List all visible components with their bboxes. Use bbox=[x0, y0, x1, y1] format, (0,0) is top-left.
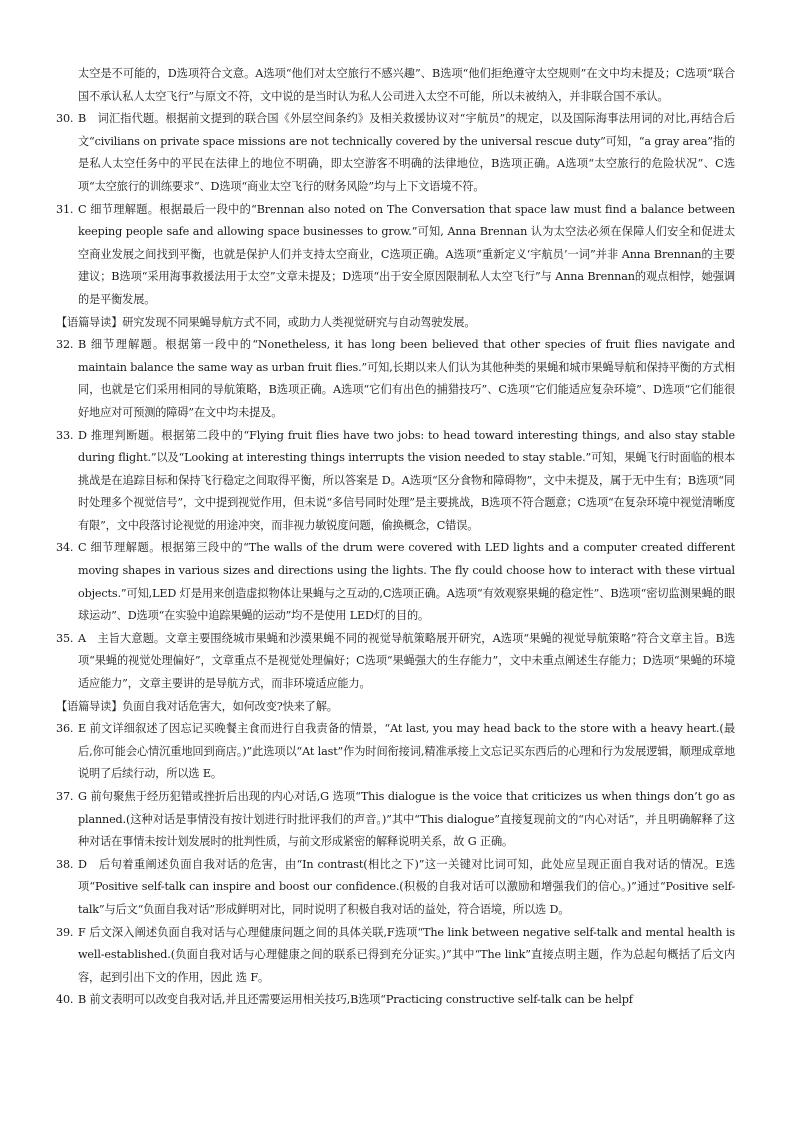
item-text: C 细节理解题。根据最后一段中的“Brennan also noted on The Conversation that space law must find a balance between keeping people safe and allowing space businesses to grow.”可知, Anna Brennan 认为太空法必须在保障人们安全和促进太空商业发展之间找到平衡，也就是保护人们并支持太空商业，C选项正确。A选项“重新定义‘宇航员’一词”并非 Anna Brennan的主要建议；B选项“采用海事救援法用于太空”文章未提及；D选项“出于安全原因限制私人太空飞行”与 Anna Brennan的观点相悖，她强调的是平衡发展。 bbox=[78, 202, 735, 306]
item-text: E 前文详细叙述了因忘记买晚餐主食而进行自我责备的情景，“At last, you may head back to the store with a heavy heart.(最后,你可能会心情沉重地回到商店。)”此选项以“At last”作为时间衔接词,精准承接上文忘记买东西后的心理和行为发展逻辑，顺理成章地说明了后续行动，所以选 E。 bbox=[78, 722, 735, 781]
answer-item bbox=[56, 718, 735, 786]
answer-list-passage-c bbox=[56, 108, 735, 311]
item-text: F 后文深入阐述负面自我对话与心理健康问题之间的具体关联,F选项“The link between negative self-talk and mental health is well-established.(负面自我对话与心理健康之间的联系已得到充分证实。)”其中“The link”直接点明主题，作为总起句概括了后文内容，起到引出下文的作用，因此 选 F。 bbox=[78, 925, 735, 984]
continued-paragraph: 太空是不可能的，D选项符合文意。A选项“他们对太空旅行不感兴趣”、B选项“他们拒绝遵守太空规则”在文中均未提及；C选项“联合国不承认私人太空飞行”与原文不符，文中说的是当时认为私人公司进入太空不可能，所以未被纳入，并非联合国不承认。 bbox=[78, 67, 735, 103]
answer-list-passage-d bbox=[56, 334, 735, 696]
item-text: A 主旨大意题。文章主要围绕城市果蝇和沙漠果蝇不同的视觉导航策略展开研究，A选项“果蝇的视觉导航策略”符合文章主旨。B选项“果蝇的视觉处理偏好”，文章重点不是视觉处理偏好；C选项“果蝇强大的生存能力”，文中未重点阐述生存能力；D选项“果蝇的环境适应能力”，文章主要讲的是导航方式，而非环境适应能力。 bbox=[78, 631, 735, 691]
answer-item bbox=[56, 854, 735, 922]
item-text: G 前句聚焦于经历犯错或挫折后出现的内心对话,G 选项“This dialogue is the voice that criticizes us when things don’t go as planned.(这种对话是事情没有按计划进行时批评我们的声音。)”其中“This dialogue”直接复现前文的“内心对话”，并且明确解释了这种对话在事情未按计划发展时的批判性质，与前文形成紧密的解释说明关系，故 G 正确。 bbox=[78, 790, 735, 849]
item-number: 32. bbox=[56, 338, 74, 352]
answer-list-seven-choice bbox=[56, 718, 735, 1012]
item-text: B 细节理解题。根据第一段中的“Nonetheless, it has long been believed that other species of fruit flies navigate and maintain balance the same way as urban fruit flies.”可知,长期以来人们认为其他种类的果蝇和城市果蝇导航和保持平衡的方式相同，也就是它们采用相同的导航策略，B选项正确。A选项“它们有出色的捕猎技巧”、C选项“它们能适应复杂环境”、D选项“它们能很好地应对可预测的障碍”在文中均未提及。 bbox=[78, 338, 735, 419]
item-text: C 细节理解题。根据第三段中的“The walls of the drum were covered with LED lights and a computer created different moving shapes in various sizes and directions using the lights. The fly could choose how to interact with these virtual objects.”可知,LED 灯是用来创造虚拟物体让果蝇与之互动的,C选项正确。A选项“有效观察果蝇的稳定性”、B选项“密切监测果蝇的眼球运动”、D选项“在实验中追踪果蝇的运动”均不是使用 LED灯的目的。 bbox=[78, 541, 735, 623]
answer-item bbox=[56, 786, 735, 854]
answer-item bbox=[56, 425, 735, 538]
item-number: 38. bbox=[56, 857, 74, 871]
item-number: 37. bbox=[56, 790, 74, 803]
item-number: 31. bbox=[56, 202, 74, 216]
item-number: 33. bbox=[56, 428, 74, 442]
item-number: 39. bbox=[56, 925, 74, 939]
passage-guide: 【语篇导读】研究发现不同果蝇导航方式不同，或助力人类视觉研究与自动驾驶发展。 bbox=[56, 315, 476, 329]
item-text: B 词汇指代题。根据前文提到的联合国《外层空间条约》及相关救援协议对“宇航员”的规定，以及国际海事法用词的对比,再结合后文“civilians on private space missions are not technically covered by the universal rescue duty”可知，“a gray area”指的是私人太空任务中的平民在法律上的地位不明确，即太空游客不明确的法律地位，B选项正确。A选项“太空旅行的危险状况”、C选项“太空旅行的训练要求”、D选项“商业太空飞行的财务风险”均与上下文语境不符。 bbox=[78, 112, 735, 193]
answer-item bbox=[56, 199, 735, 312]
answer-item bbox=[56, 334, 735, 424]
item-text: D 后句着重阐述负面自我对话的危害，由“In contrast(相比之下)”这一关键对比词可知，此处应呈现正面自我对话的情况。E选项“Positive self-talk can inspire and boost our confidence.(积极的自我对话可以激励和增强我们的信心。)”通过“Positive self-talk”与后文“负面自我对话”形成鲜明对比，同时说明了积极自我对话的益处，符合语境，所以选 D。 bbox=[78, 857, 735, 916]
item-number: 36. bbox=[56, 722, 74, 736]
item-number: 34. bbox=[56, 541, 74, 555]
item-text: D 推理判断题。根据第二段中的“Flying fruit flies have two jobs: to head toward interesting things, and also stay stable during flight.”以及“Looking at interesting things interrupts the vision needed to stay stable.”可知，果蝇飞行时面临的根本挑战是在追踪目标和保持飞行稳定之间取得平衡，所以答案是 D。A选项“区分食物和障碍物”，文中未提及，属于无中生有；B选项“同时处理多个视觉信号”，文中提到视觉作用，但未说“多信号同时处理”是主要挑战，B选项不符合题意；C选项“在复杂环境中视觉清晰度有限”，文中段落讨论视觉的用途冲突，而非视力敏锐度问题，偷换概念，C错误。 bbox=[78, 428, 735, 532]
item-text: B 前文表明可以改变自我对话,并且还需要运用相关技巧,B选项“Practicing constructive self-talk can be helpf bbox=[78, 993, 633, 1007]
answer-item bbox=[56, 989, 735, 1012]
passage-guide: 【语篇导读】负面自我对话危害大，如何改变?快来了解。 bbox=[56, 699, 338, 713]
item-number: 40. bbox=[56, 993, 74, 1007]
answer-item bbox=[56, 628, 735, 696]
item-number: 35. bbox=[56, 631, 74, 645]
answer-item bbox=[56, 108, 735, 198]
answer-item bbox=[56, 537, 735, 627]
answer-item bbox=[56, 922, 735, 990]
item-number: 30. bbox=[56, 112, 74, 126]
